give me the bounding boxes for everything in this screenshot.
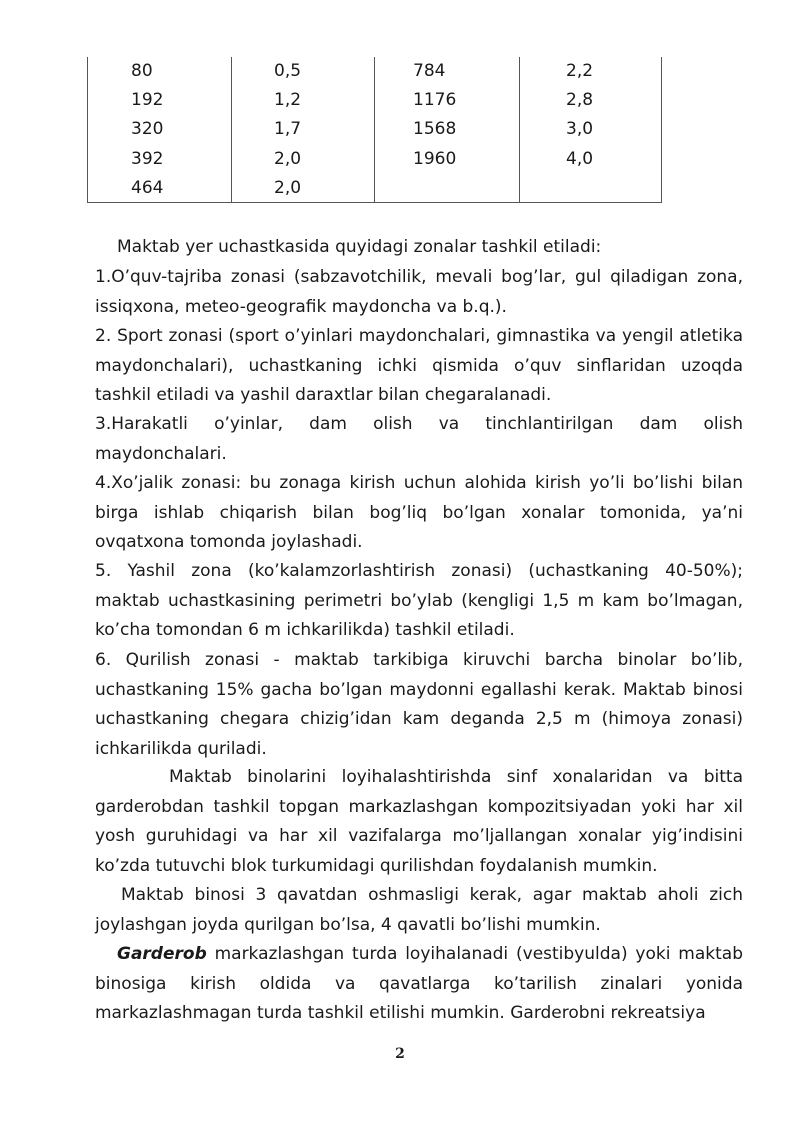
- table-cell: 1,7: [274, 119, 302, 139]
- paragraph-zone-3-line-2: maydonchalari.: [95, 444, 227, 464]
- data-table: [87, 57, 662, 203]
- table-cell: 320: [131, 119, 164, 139]
- paragraph-zone-3-line-1: 3.Harakatli o’yinlar, dam olish va tinchlantirilgan dam olish: [95, 414, 743, 434]
- paragraph-zone-6: 6. Qurilish zonasi - maktab tarkibiga kiruvchi barcha binolar bo’lib, uchastkaning 15% gacha bo’lgan maydonni egallashi kerak. Maktab binosi uchastkaning chegara chizig’idan kam deganda 2,5 m (himoya zonasi) ichkarilikda quriladi.: [95, 650, 743, 759]
- table-cell: 1960: [413, 149, 457, 169]
- garderob-text: markazlashgan turda loyihalanadi (vestibyulda) yoki maktab binosiga kirish oldida va qavatlarga ko’tarilish zinalari yonida markazlashmagan turda tashkil etilishi mumkin. Garderobni rekreatsiya: [95, 944, 743, 1023]
- table-cell: 392: [131, 149, 164, 169]
- paragraph-intro: Maktab yer uchastkasida quyidagi zonalar tashkil etiladi:: [117, 237, 602, 257]
- paragraph-floors: Maktab binosi 3 qavatdan oshmasligi kerak, agar maktab aholi zich joylashgan joyda qurilgan bo’lsa, 4 qavatli bo’lishi mumkin.: [95, 885, 743, 935]
- paragraph-zone-5: 5. Yashil zona (ko’kalamzorlashtirish zonasi) (uchastkaning 40-50%); maktab uchastkasining perimetri bo’ylab (kengligi 1,5 m kam bo’lmagan, ko’cha tomondan 6 m ichkarilikda) tashkil etiladi.: [95, 561, 743, 640]
- table-column-3: [374, 57, 519, 202]
- paragraph-zone-4: 4.Xo’jalik zonasi: bu zonaga kirish uchun alohida kirish yo’li bo’lishi bilan birga ishlab chiqarish bilan bog’liq bo’lgan xonalar tomonida, ya’ni ovqatxona tomonda joylashadi.: [95, 473, 743, 552]
- table-cell: 2,0: [274, 149, 302, 169]
- paragraph-zone-1: 1.O’quv-tajriba zonasi (sabzavotchilik, mevali bog’lar, gul qiladigan zona, issiqxona, meteo-geografik maydoncha va b.q.).: [95, 267, 743, 317]
- garderob-term: Garderob: [117, 944, 207, 964]
- table-cell: 2,2: [566, 61, 594, 81]
- table-cell: 0,5: [274, 61, 302, 81]
- table-column-2: [231, 57, 374, 202]
- paragraph-buildings: Maktab binolarini loyihalashtirishda sinf xonalaridan va bitta garderobdan tashkil topgan markazlashgan kompozitsiyadan yoki har xil yosh guruhidagi va har xil vazifalarga mo’ljallangan xonalar yig’indisini ko’zda tutuvchi blok turkumidagi qurilishdan foydalanish mumkin.: [95, 767, 743, 876]
- table-cell: 3,0: [566, 119, 594, 139]
- table-cell: 2,8: [566, 90, 594, 110]
- table-cell: 784: [413, 61, 446, 81]
- page-number: 2: [395, 1046, 405, 1062]
- table-cell: 1568: [413, 119, 457, 139]
- table-cell: 1,2: [274, 90, 302, 110]
- table-cell: 1176: [413, 90, 457, 110]
- table-cell: 4,0: [566, 149, 594, 169]
- table-column-4: [519, 57, 661, 202]
- paragraph-garderob: [95, 940, 743, 1029]
- table-cell: 192: [131, 90, 164, 110]
- table-cell: 80: [131, 61, 153, 81]
- paragraph-zone-2: 2. Sport zonasi (sport o’yinlari maydonchalari, gimnastika va yengil atletika maydonchalari), uchastkaning ichki qismida o’quv sinflaridan uzoqda tashkil etiladi va yashil daraxtlar bilan chegaralanadi.: [95, 326, 743, 405]
- table-cell: 2,0: [274, 178, 302, 198]
- table-column-1: [88, 57, 231, 202]
- table-cell: 464: [131, 178, 164, 198]
